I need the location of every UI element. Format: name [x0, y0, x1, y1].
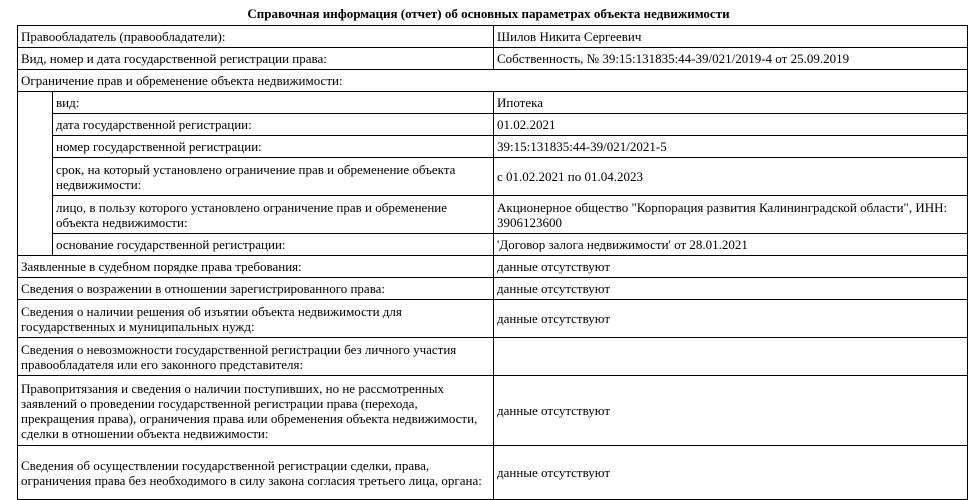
- indent-cell: [18, 158, 53, 196]
- restriction-type-value: Ипотека: [494, 92, 968, 114]
- personal-participation-value: [494, 338, 968, 376]
- court-claims-label: Заявленные в судебном порядке права требования:: [18, 256, 494, 278]
- table-row-restriction-term: [18, 158, 968, 196]
- restriction-reg-date-value: 01.02.2021: [494, 114, 968, 136]
- document-title: Справочная информация (отчет) об основных параметрах объекта недвижимости: [247, 6, 730, 21]
- table-row-restriction-beneficiary: [18, 196, 968, 234]
- restriction-reg-number-label: номер государственной регистрации:: [53, 136, 494, 158]
- restriction-reg-date-label: дата государственной регистрации:: [53, 114, 494, 136]
- indent-cell: [18, 196, 53, 234]
- table-row-restriction-reg-date: [18, 114, 968, 136]
- table-row-third-party-consent: [18, 446, 968, 500]
- table-row-restriction-reg-number: [18, 136, 968, 158]
- indent-cell: [18, 114, 53, 136]
- claims-pending-value: данные отсутствуют: [494, 376, 968, 446]
- table-row-claims-pending: [18, 376, 968, 446]
- owner-label: Правообладатель (правообладатели):: [18, 26, 494, 48]
- restriction-basis-label: основание государственной регистрации:: [53, 234, 494, 256]
- table-row-court-claims: [18, 256, 968, 278]
- restriction-term-label: срок, на который установлено ограничение прав и обременение объекта недвижимости:: [53, 158, 494, 196]
- restriction-term-value: с 01.02.2021 по 01.04.2023: [494, 158, 968, 196]
- table-row-personal-participation: [18, 338, 968, 376]
- restriction-beneficiary-label: лицо, в пользу которого установлено ограничение прав и обременение объекта недвижимости:: [53, 196, 494, 234]
- seizure-value: данные отсутствуют: [494, 300, 968, 338]
- restrictions-header-label: Ограничение прав и обременение объекта недвижимости:: [18, 70, 968, 92]
- owner-value: Шилов Никита Сергеевич: [494, 26, 968, 48]
- restriction-type-label: вид:: [53, 92, 494, 114]
- table-row-restrictions-header: [18, 70, 968, 92]
- table-row-seizure: [18, 300, 968, 338]
- claims-pending-label: Правопритязания и сведения о наличии поступивших, но не рассмотренных заявлений о проведении государственной регистрации права (перехода, прекращения права), ограничения права или обременения объекта недвижимости, сделки в отношении объекта недвижимости:: [18, 376, 494, 446]
- restriction-reg-number-value: 39:15:131835:44-39/021/2021-5: [494, 136, 968, 158]
- objection-value: данные отсутствуют: [494, 278, 968, 300]
- restriction-basis-value: 'Договор залога недвижимости' от 28.01.2021: [494, 234, 968, 256]
- third-party-consent-label: Сведения об осуществлении государственной регистрации сделки, права, ограничения права без необходимого в силу закона согласия третьего лица, органа:: [18, 446, 494, 500]
- right-value: Собственность, № 39:15:131835:44-39/021/2019-4 от 25.09.2019: [494, 48, 968, 70]
- table-row-restriction-basis: [18, 234, 968, 256]
- right-label: Вид, номер и дата государственной регистрации права:: [18, 48, 494, 70]
- objection-label: Сведения о возражении в отношении зарегистрированного права:: [18, 278, 494, 300]
- indent-cell: [18, 136, 53, 158]
- table-row-objection: [18, 278, 968, 300]
- table-row-owner: [18, 26, 968, 48]
- indent-cell: [18, 92, 53, 114]
- personal-participation-label: Сведения о невозможности государственной регистрации без личного участия правообладателя или его законного представителя:: [18, 338, 494, 376]
- table-row-right: [18, 48, 968, 70]
- table-row-restriction-type: [18, 92, 968, 114]
- property-info-table: [17, 25, 968, 500]
- restriction-beneficiary-value: Акционерное общество "Корпорация развития Калининградской области", ИНН: 3906123600: [494, 196, 968, 234]
- third-party-consent-value: данные отсутствуют: [494, 446, 968, 500]
- court-claims-value: данные отсутствуют: [494, 256, 968, 278]
- seizure-label: Сведения о наличии решения об изъятии объекта недвижимости для государственных и муниципальных нужд:: [18, 300, 494, 338]
- indent-cell: [18, 234, 53, 256]
